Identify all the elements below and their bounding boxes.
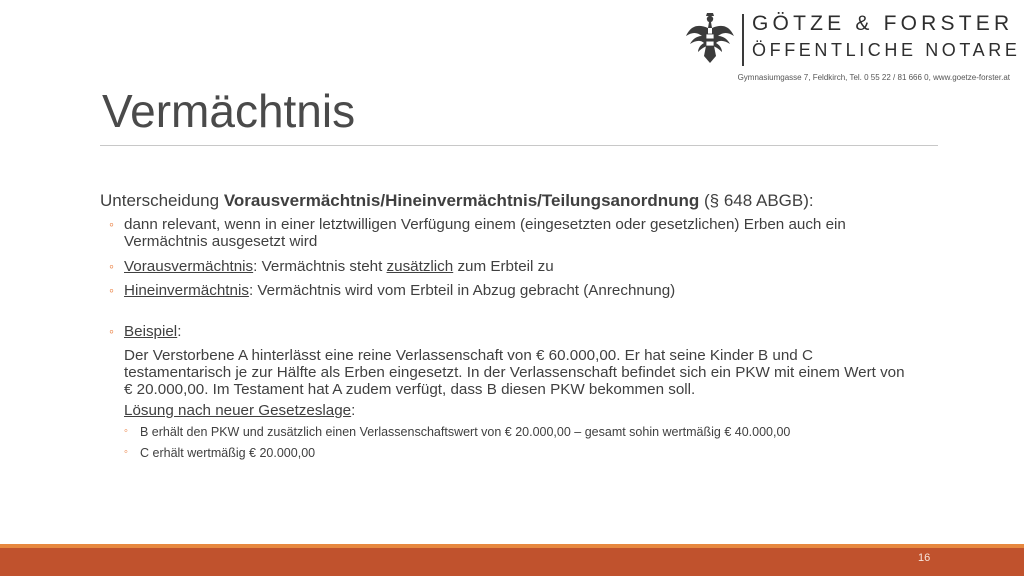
sub-bullet-text: C erhält wertmäßig € 20.000,00 [140,446,316,460]
lead-prefix: Unterscheidung [100,191,224,210]
term-hineinvermaechtnis: Hineinvermächtnis [124,282,249,299]
solution-label: Lösung nach neuer Gesetzeslage [124,402,352,419]
firm-contact: Gymnasiumgasse 7, Feldkirch, Tel. 0 55 22 / 81 666 0, www.goetze-forster.at [737,73,1010,82]
lead-suffix: (§ 648 ABGB): [699,191,814,210]
term-beispiel: Beispiel [124,323,178,340]
solution-colon: : [351,402,356,419]
bullet-text: : Vermächtnis steht [253,258,387,275]
bullet-text: : Vermächtnis wird vom Erbteil in Abzug gebracht (Anrechnung) [248,282,676,299]
page-number: 16 [918,552,931,564]
sub-bullet-b [100,425,930,440]
bullet-beispiel [100,323,930,340]
sub-bullet-c [100,446,930,461]
bullet-relevant [100,216,930,250]
bullet-hineinvermaechtnis [100,282,930,299]
bullet-text: zum Erbteil zu [453,258,554,275]
firm-subtitle: ÖFFENTLICHE NOTARE [752,40,1021,60]
bullet-circle-icon: ◦ [109,282,114,298]
bullet-circle-icon: ◦ [109,323,114,339]
slide-title: Vermächtnis [102,85,356,137]
bullet-circle-icon: ◦ [109,216,114,232]
logo-divider [742,14,744,66]
bullet-circle-icon: ◦ [109,258,114,274]
title-divider [100,145,938,146]
lead-bold: Vorausvermächtnis/Hineinvermächtnis/Teilungsanordnung [223,191,700,210]
bullet-circle-icon: ◦ [124,446,128,458]
firm-name: GÖTZE & FORSTER [752,12,1014,35]
bullet-circle-icon: ◦ [124,425,128,437]
slide-content [100,190,930,461]
firm-logo [684,10,1021,90]
example-text: Der Verstorbene A hinterlässt eine reine Verlassenschaft von € 60.000,00. Er hat seine Kinder B und C testamentarisch je zur Hälfte als Erben eingesetzt. In der Verlassenschaft befindet sich ein PKW mit einem Wert von € 20.000,00. Im Testament hat A zudem verfügt, dass B diesen PKW bekommen soll. [124,347,905,398]
bullet-text: dann relevant, wenn in einer letztwilligen Verfügung einem (eingesetzten oder gesetzlichen) Erben auch ein Vermächtnis ausgesetzt wird [124,216,846,250]
term-vorausvermaechtnis: Vorausvermächtnis [124,258,254,275]
bullet-vorausvermaechtnis [100,258,930,275]
lead-text [100,190,930,211]
bullet-text: : [177,323,182,340]
term-zusaetzlich: zusätzlich [386,258,454,275]
footer-bar [0,548,1024,576]
sub-bullet-text: B erhält den PKW und zusätzlich einen Verlassenschaftswert von € 20.000,00 – gesamt sohin wertmäßig € 40.000,00 [140,425,791,439]
eagle-coat-of-arms-icon [684,12,736,64]
solution-heading [100,402,910,419]
